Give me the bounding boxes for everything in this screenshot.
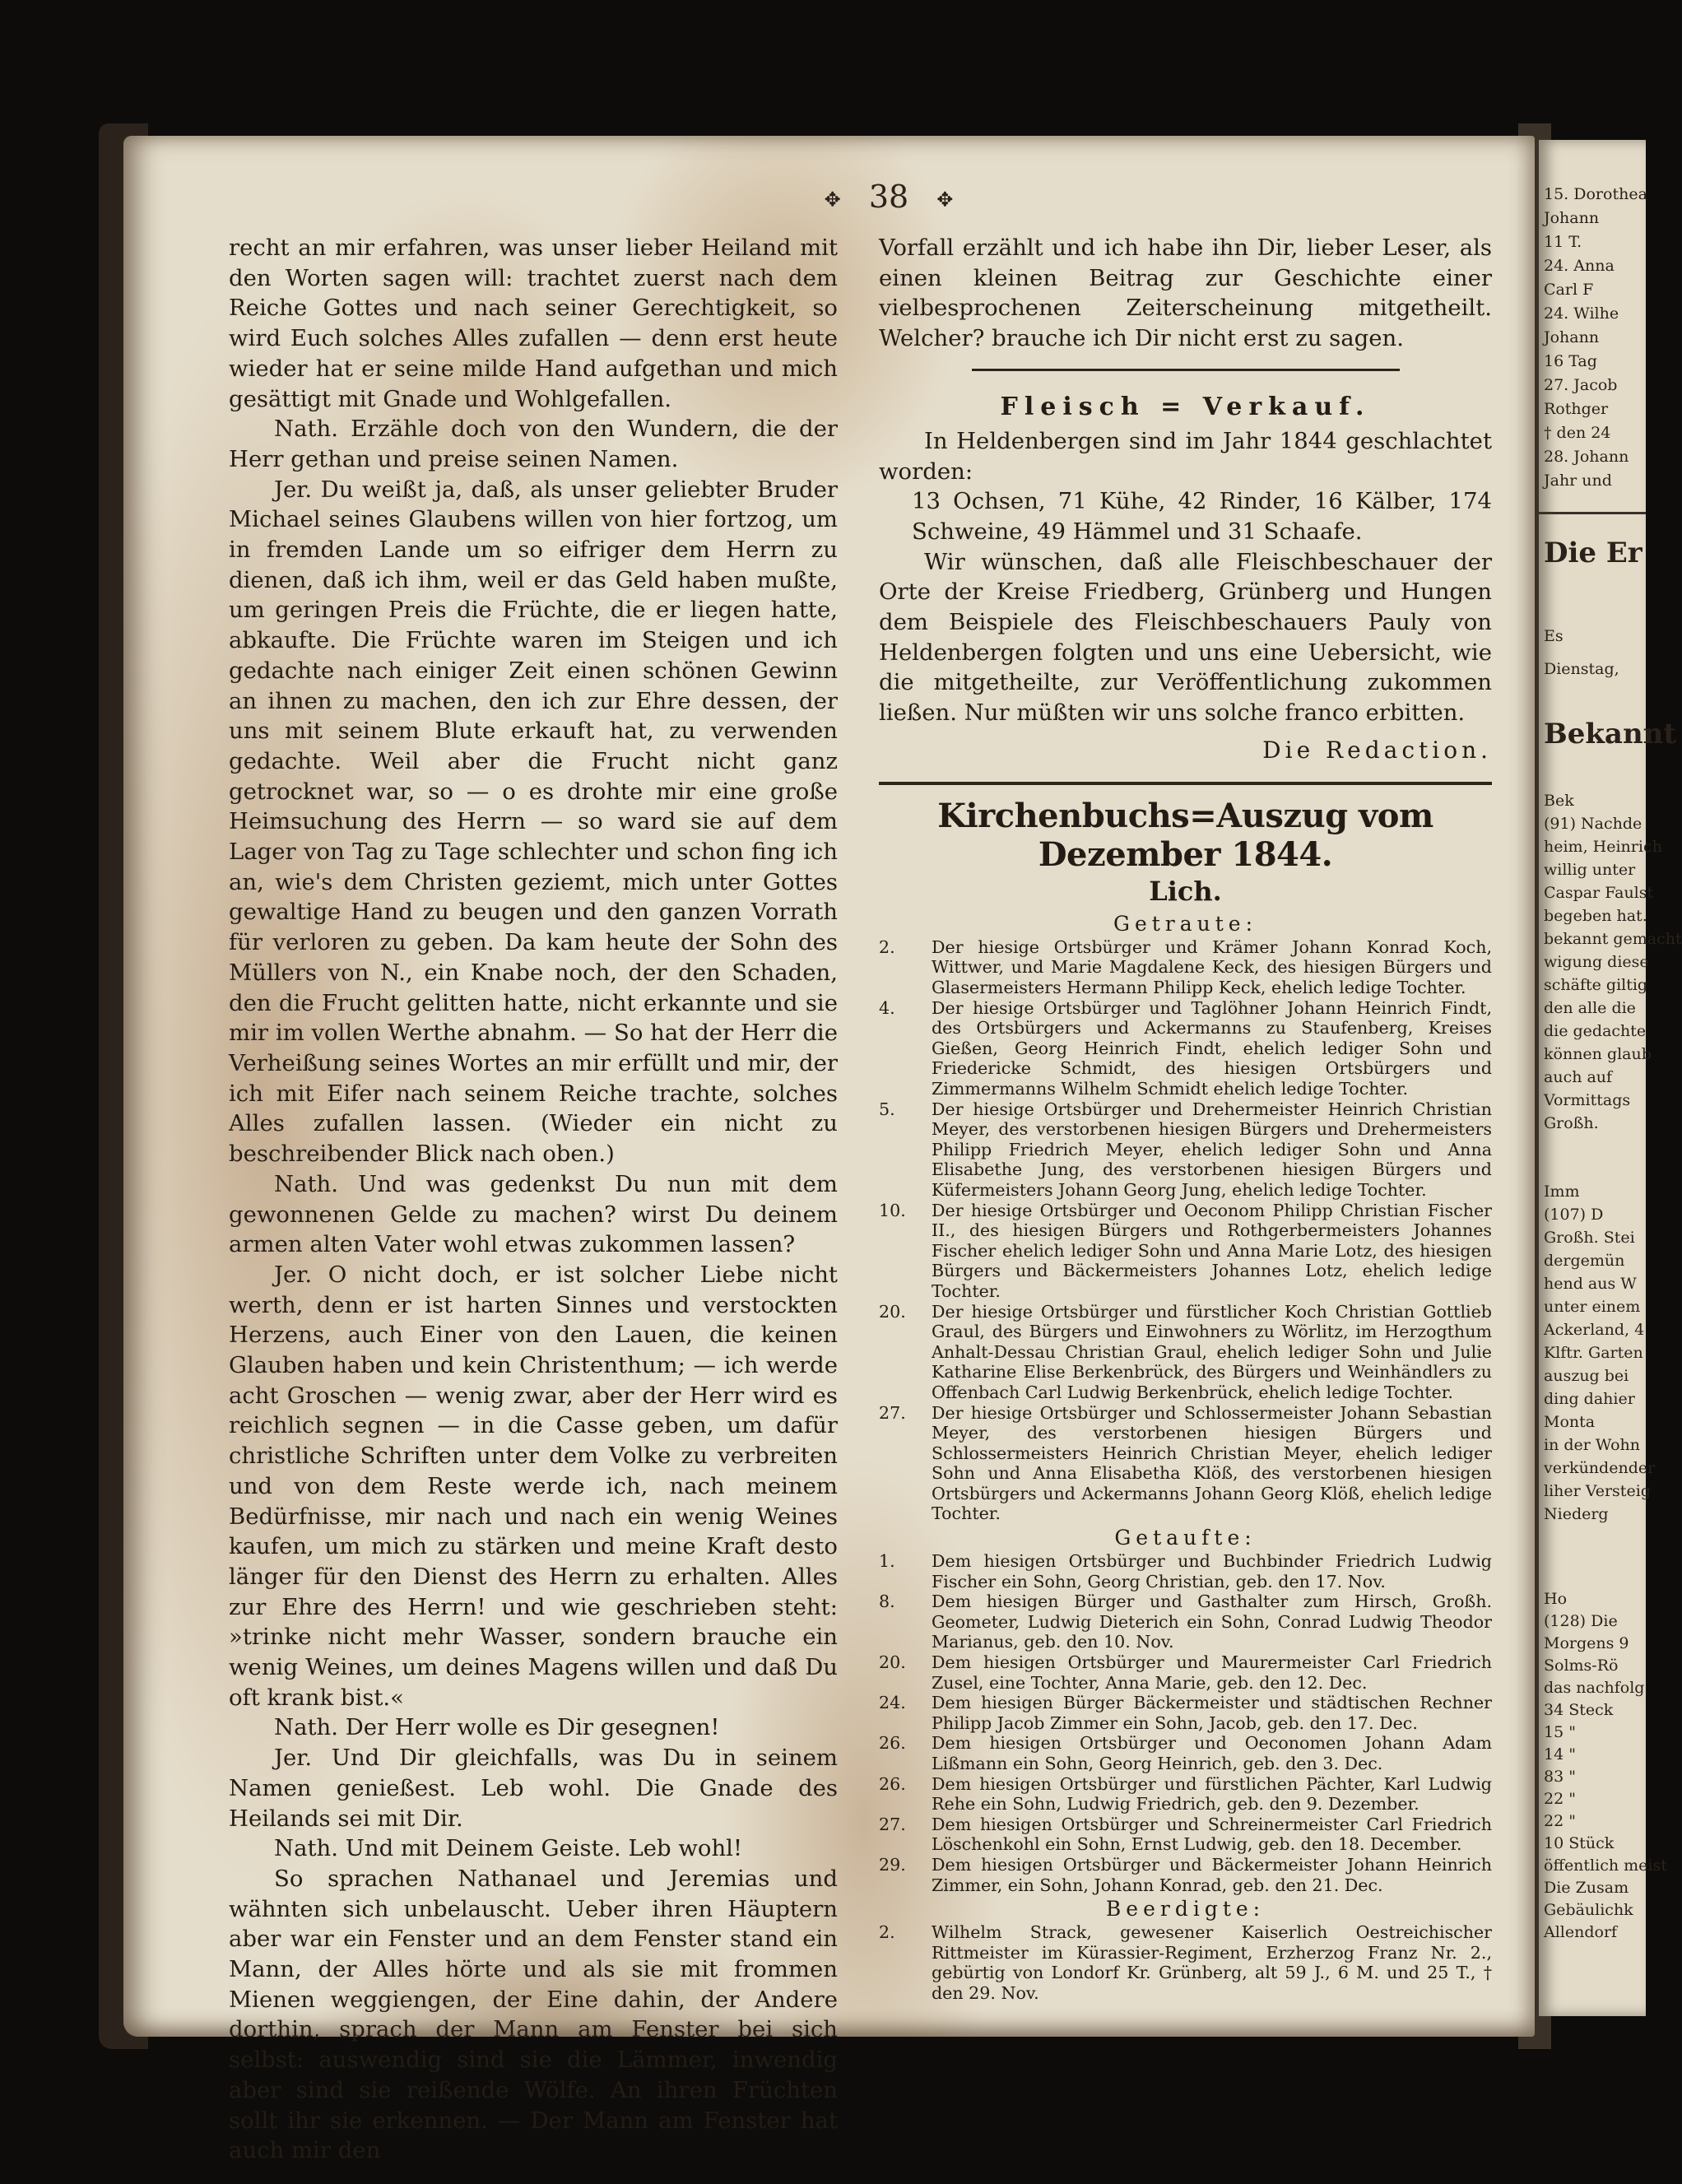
fleisch-list: 13 Ochsen, 71 Kühe, 42 Rinder, 16 Kälber, 174 Schweine, 49 Hämmel und 31 Schaafe. — [912, 488, 1492, 545]
folio-ornament-right: ✥ — [936, 188, 954, 211]
getraute-list — [879, 937, 1492, 1524]
left-paragraph: Nath. Und was gedenkst Du nun mit dem gewonnenen Gelde zu machen? wirst Du deinem armen alten Vater wohl etwas zukommen lassen? — [229, 1170, 838, 1258]
facing-page-line: wigung diese — [1544, 953, 1649, 971]
fleisch-body: Wir wünschen, daß alle Fleischbeschauer der Orte der Kreise Friedberg, Grünberg und Hungen dem Beispiele des Fleischbeschauers Pauly von Heldenbergen folgten und uns eine Uebersicht, wie die mitgetheilte, zur Veröffentlichung zukommen ließen. Nur müßten wir uns solche franco erbitten. — [879, 548, 1492, 727]
register-entry — [879, 998, 1492, 1099]
facing-page-line: ding dahier — [1544, 1390, 1635, 1408]
register-entry-text: Der hiesige Ortsbürger und Oeconom Philipp Christian Fischer II., des hiesigen Bürgers und Rothgerbermeisters Johannes Fischer ehelich lediger Sohn und Anna Marie Lotz, des hiesigen Bürgers und Bäckermeisters Johannes Lotz, ehelich ledige Tochter. — [932, 1200, 1492, 1301]
facing-page-line: Großh. Stei — [1544, 1229, 1635, 1247]
register-entry — [879, 1592, 1492, 1652]
register-entry-number: 24. — [879, 1693, 906, 1713]
register-entry-number: 1. — [879, 1551, 895, 1572]
fleisch-section — [879, 393, 1492, 764]
left-paragraph: Jer. Du weißt ja, daß, als unser geliebter Bruder Michael seines Glaubens willen von hier fortzog, um in fremden Lande um so eifriger dem Herrn zu dienen, daß ich ihm, weil er das Geld haben mußte, um geringen Preis die Früchte, die er liegen hatte, abkaufte. Die Früchte waren im Steigen und ich gedachte nach einiger Zeit einen schönen Gewinn an ihnen zu machen, den ich zur Ehre dessen, der uns mit seinem Blute erkauft hat, zu verwenden gedachte. Weil aber die Frucht nicht ganz getrocknet war, so — o es drohte mir eine große Heimsuchung des Herrn — so ward sie auf dem Lager von Tag zu Tage schlechter und schon fing ich an, wie's dem Christen geziemt, mich unter Gottes gewaltige Hand zu beugen und den ganzen Vorrath für verloren zu geben. Da kam heute der Sohn des Müllers von N., ein Knabe noch, der den Schaden, den die Frucht gelitten hatte, nicht erkannte und sie mir im vollen Werthe abnahm. — So hat der Herr die Verheißung seines Wortes an mir erfüllt und mir, der ich mit Eifer nach seinem Reiche trachte, solches Alles zufallen lassen. (Wieder ein nicht zu beschreibender Blick nach oben.) — [229, 476, 838, 1168]
kirchenbuch-section — [879, 797, 1492, 2004]
facing-page-line: Jahr und — [1544, 472, 1612, 490]
facing-page-line: Bekannt — [1544, 718, 1677, 750]
facing-page-line: Es — [1544, 627, 1564, 645]
facing-page-line: Die Er — [1544, 537, 1643, 569]
facing-page-line: auch auf — [1544, 1068, 1613, 1086]
facing-page-line: die gedachte — [1544, 1022, 1647, 1040]
register-entry-text: Dem hiesigen Ortsbürger und Schreinermeister Carl Friedrich Löschenkohl ein Sohn, Ernst Ludwig, geb. den 18. December. — [932, 1814, 1492, 1855]
facing-page-line: auszug bei — [1544, 1367, 1629, 1385]
facing-page-rule — [1539, 512, 1646, 514]
facing-page-line: Solms-Rö — [1544, 1657, 1619, 1675]
register-entry-text: Der hiesige Ortsbürger und Krämer Johann Konrad Koch, Wittwer, und Marie Magdalene Keck, des hiesigen Bürgers und Glasermeisters Hermann Philipp Keck, ehelich ledige Tochter. — [932, 936, 1492, 998]
beerdigte-list — [879, 1922, 1492, 2003]
register-entry — [879, 1302, 1492, 1403]
facing-page-edge — [1539, 140, 1682, 2016]
facing-page-line: verkündender — [1544, 1459, 1656, 1477]
facing-page-line: liher Versteig — [1544, 1482, 1651, 1500]
register-entry-text: Dem hiesigen Ortsbürger und Oeconomen Johann Adam Lißmann ein Sohn, Georg Heinrich, geb. den 3. Dec. — [932, 1733, 1492, 1773]
register-entry-number: 26. — [879, 1733, 906, 1754]
facing-page-line: Johann — [1544, 209, 1600, 227]
register-entry-text: Dem hiesigen Ortsbürger und Buchbinder Friedrich Ludwig Fischer ein Sohn, Georg Christian, geb. den 17. Nov. — [932, 1551, 1492, 1592]
register-entry-number: 10. — [879, 1200, 906, 1220]
facing-page-line: Ackerland, 4 — [1544, 1321, 1645, 1339]
facing-page-line: † den 24 — [1544, 424, 1611, 442]
facing-page-line: heim, Heinrich — [1544, 838, 1662, 856]
facing-page-line: Niederg — [1544, 1505, 1609, 1523]
facing-page-line: 22 " — [1544, 1790, 1576, 1808]
register-entry-number: 4. — [879, 997, 895, 1018]
register-entry-text: Dem hiesigen Bürger und Gasthalter zum Hirsch, Großh. Geometer, Ludwig Dieterich ein Sohn, Conrad Ludwig Theodor Marianus, geb. den 10. Nov. — [932, 1592, 1492, 1652]
register-entry — [879, 1815, 1492, 1855]
left-paragraph: Nath. Erzähle doch von den Wundern, die der Herr gethan und preise seinen Namen. — [229, 416, 838, 472]
right-column — [879, 233, 1492, 2004]
register-entry-number: 27. — [879, 1814, 906, 1834]
folio-ornament-left: ✥ — [824, 188, 841, 211]
story-continuation: Vorfall erzählt und ich habe ihn Dir, lieber Leser, als einen kleinen Beitrag zur Geschichte einer vielbesprochenen Zeiterscheinung mitgetheilt. Welcher? brauche ich Dir nicht erst zu sagen. — [879, 235, 1492, 352]
facing-page-line: Gebäulichk — [1544, 1901, 1633, 1919]
kirchenbuch-place: Lich. — [1149, 875, 1222, 907]
section-divider — [879, 782, 1492, 785]
facing-page-line: 22 " — [1544, 1812, 1576, 1830]
left-column — [229, 233, 838, 2166]
page-number — [765, 179, 1012, 215]
facing-page-line: Klftr. Garten — [1544, 1344, 1643, 1362]
page-number-value: 38 — [868, 179, 909, 215]
facing-page-line: Carl F — [1544, 281, 1594, 299]
facing-page-line: 83 " — [1544, 1768, 1576, 1786]
fleisch-intro: In Heldenbergen sind im Jahr 1844 geschlachtet worden: — [879, 427, 1492, 485]
facing-page-line: Ho — [1544, 1590, 1568, 1608]
facing-page-line: 16 Tag — [1544, 352, 1597, 370]
register-entry — [879, 1201, 1492, 1302]
facing-page-line: unter einem — [1544, 1298, 1641, 1316]
getraute-heading: Getraute: — [1113, 911, 1258, 936]
facing-page-line: Dienstag, — [1544, 660, 1619, 678]
register-entry-number: 20. — [879, 1652, 906, 1673]
register-entry — [879, 1855, 1492, 1895]
fleisch-heading: Fleisch = Verkauf. — [1000, 392, 1371, 421]
getaufte-heading: Getaufte: — [1114, 1526, 1257, 1550]
left-paragraph: Nath. Der Herr wolle es Dir gesegnen! — [274, 1714, 720, 1741]
facing-page-line: dergemün — [1544, 1252, 1625, 1270]
facing-page-line: (91) Nachde — [1544, 815, 1643, 833]
facing-page-line: 27. Jacob — [1544, 376, 1618, 394]
register-entry — [879, 1922, 1492, 2003]
facing-page-line: bekannt gemacht — [1544, 930, 1682, 948]
register-entry — [879, 937, 1492, 998]
facing-page-line: Allendorf — [1544, 1923, 1618, 1941]
facing-page-line: Morgens 9 — [1544, 1634, 1629, 1652]
register-entry-text: Der hiesige Ortsbürger und Schlossermeister Johann Sebastian Meyer, des verstorbenen hiesigen Bürgers und Schlossermeisters Heinrich Christian Meyer, ehelich lediger Sohn und Anna Elisabetha Klöß, des verstorbenen hiesigen Ortsbürgers und Ackermanns Johann Georg Klöß, ehelich ledige Tochter. — [932, 1402, 1492, 1524]
left-paragraph: recht an mir erfahren, was unser lieber Heiland mit den Worten sagen will: trachtet zuerst nach dem Reiche Gottes und nach seiner Gerechtigkeit, so wird Euch solches Alles zufallen — denn erst heute wieder hat er seine milde Hand aufgethan und mich gesättigt mit Gnade und Wohlgefallen. — [229, 235, 838, 412]
register-entry-text: Dem hiesigen Bürger Bäckermeister und städtischen Rechner Philipp Jacob Zimmer ein Sohn, Jacob, geb. den 17. Dec. — [932, 1693, 1492, 1733]
facing-page-line: 28. Johann — [1544, 448, 1629, 466]
register-entry-number: 20. — [879, 1301, 906, 1322]
register-entry-number: 26. — [879, 1773, 906, 1794]
left-paragraph: Nath. Und mit Deinem Geiste. Leb wohl! — [274, 1835, 743, 1862]
register-entry-number: 27. — [879, 1402, 906, 1423]
facing-page-line: 14 " — [1544, 1745, 1576, 1763]
register-entry-text: Dem hiesigen Ortsbürger und Bäckermeister Johann Heinrich Zimmer, ein Sohn, Johann Konrad, geb. den 21. Dec. — [932, 1854, 1492, 1895]
register-entry-number: 2. — [879, 936, 895, 957]
facing-page-line: 34 Steck — [1544, 1701, 1614, 1719]
register-entry — [879, 1774, 1492, 1815]
facing-page-line: 15. Dorothea — [1544, 185, 1647, 203]
facing-page-line: Caspar Faulst — [1544, 884, 1654, 902]
fleisch-signature: Die Redaction. — [1262, 736, 1492, 764]
facing-page-line: öffentlich meist — [1544, 1856, 1667, 1875]
register-entry-number: 8. — [879, 1592, 895, 1612]
register-entry — [879, 1551, 1492, 1592]
register-entry-text: Dem hiesigen Ortsbürger und fürstlichen Pächter, Karl Ludwig Rehe ein Sohn, Ludwig Friedrich, geb. den 9. Dezember. — [932, 1773, 1492, 1815]
facing-page-line: begeben hat. — [1544, 907, 1647, 925]
beerdigte-heading: Beerdigte: — [1105, 1897, 1266, 1921]
facing-page-line: schäfte giltig — [1544, 976, 1648, 994]
facing-page-line: Großh. — [1544, 1114, 1599, 1132]
register-entry — [879, 1099, 1492, 1201]
facing-page-line: Johann — [1544, 328, 1600, 346]
facing-page-line: 24. Anna — [1544, 257, 1615, 275]
register-entry-text: Der hiesige Ortsbürger und Taglöhner Johann Heinrich Findt, des Ortsbürgers und Ackermanns zu Staufenberg, Kreises Gießen, Georg Heinrich Findt, ehelich lediger Sohn und Friedericke Schmidt, des hiesigen Ortsbürgers und Zimmermanns Wilhelm Schmidt ehelich ledige Tochter. — [932, 997, 1492, 1099]
facing-page-line: 10 Stück — [1544, 1834, 1615, 1852]
register-entry — [879, 1652, 1492, 1693]
register-entry-text: Der hiesige Ortsbürger und Drehermeister Heinrich Christian Meyer, des verstorbenen hiesigen Bürgers und Drehermeisters Philipp Friedrich Meyer, ehelich lediger Sohn und Anna Elisabethe Jung, des verstorbenen hiesigen Bürgers und Küfermeisters Johann Georg Jung, ehelich ledige Tochter. — [932, 1099, 1492, 1200]
facing-page-line: Monta — [1544, 1413, 1596, 1431]
facing-page-line: Imm — [1544, 1183, 1580, 1201]
facing-page-line: 15 " — [1544, 1723, 1576, 1741]
book-page — [123, 136, 1535, 2164]
facing-page-line: Die Zusam — [1544, 1879, 1629, 1897]
register-entry-text: Der hiesige Ortsbürger und fürstlicher Koch Christian Gottlieb Graul, des Bürgers und Einwohners zu Wörlitz, im Herzogthum Anhalt-Dessau Christian Graul, ehelich lediger Sohn und Julie Katharine Elise Berkenbrück, des Bürgers und Weinhändlers zu Offenbach Carl Ludwig Berkenbrück, ehelich ledige Tochter. — [932, 1301, 1492, 1402]
getaufte-list — [879, 1551, 1492, 1895]
register-entry-number: 2. — [879, 1922, 895, 1943]
facing-page-line: Vormittags — [1544, 1091, 1631, 1109]
facing-page-line: 11 T. — [1544, 233, 1582, 251]
facing-page-line: in der Wohn — [1544, 1436, 1641, 1454]
register-entry-number: 29. — [879, 1854, 906, 1875]
register-entry — [879, 1733, 1492, 1773]
left-paragraph: Jer. O nicht doch, er ist solcher Liebe nicht werth, denn er ist harten Sinnes und verstockten Herzens, auch Einer von den Lauen, die keinen Glauben haben und kein Christenthum; — ich werde acht Groschen — wenig zwar, aber der Herr wird es reichlich segnen — in die Casse geben, um dafür christliche Schriften unter dem Volke zu verbreiten und von dem Reste werde ich, nach meinem Bedürfnisse, mir nach und nach ein wenig Weines kaufen, um mich zu stärken und meine Kraft desto länger für den Dienst des Herrn zu erhalten. Alles zur Ehre des Herrn! und wie geschrieben steht: »trinke nicht mehr Wasser, sondern brauche ein wenig Weines, um deines Magens willen und daß Du oft krank bist.« — [229, 1261, 838, 1711]
facing-page-line: Bek — [1544, 792, 1574, 810]
facing-page-line: hend aus W — [1544, 1275, 1637, 1293]
register-entry — [879, 1693, 1492, 1733]
facing-page-line: den alle die — [1544, 999, 1636, 1017]
register-entry-text: Wilhelm Strack, gewesener Kaiserlich Oestreichischer Rittmeister im Kürassier-Regiment, Erzherzog Franz Nr. 2., gebürtig von Londorf Kr. Grünberg, alt 59 J., 6 M. und 25 T., † den 29. Nov. — [932, 1922, 1492, 2003]
facing-page-line: 24. Wilhe — [1544, 304, 1619, 323]
facing-page-line: können glaub — [1544, 1045, 1652, 1063]
facing-page-line: (107) D — [1544, 1206, 1604, 1224]
facing-page-line: (128) Die — [1544, 1612, 1618, 1630]
register-entry-number: 5. — [879, 1099, 895, 1119]
left-paragraph: So sprachen Nathanael und Jeremias und wähnten sich unbelauscht. Ueber ihren Häuptern aber war ein Fenster und an dem Fenster stand ein Mann, der Alles hörte und als sie mit frommen Mienen weggiengen, der Eine dahin, der Andere dorthin, sprach der Mann am Fenster bei sich selbst: auswendig sind sie die Lämmer, inwendig aber sind sie reißende Wölfe. An ihren Früchten sollt ihr sie erkennen. — Der Mann am Fenster hat auch mir den — [229, 1865, 838, 2164]
kirchenbuch-title: Kirchenbuchs=Auszug vom Dezember 1844. — [937, 796, 1433, 874]
left-paragraph: Jer. Und Dir gleichfalls, was Du in seinem Namen genießest. Leb wohl. Die Gnade des Heilands sei mit Dir. — [229, 1745, 838, 1832]
facing-page-line: willig unter — [1544, 861, 1636, 879]
register-entry — [879, 1403, 1492, 1525]
register-entry-text: Dem hiesigen Ortsbürger und Maurermeister Carl Friedrich Zusel, eine Tochter, Anna Marie, geb. den 12. Dec. — [932, 1652, 1492, 1693]
section-divider — [972, 369, 1400, 371]
facing-page-line: das nachfolg — [1544, 1679, 1645, 1697]
facing-page-line: Rothger — [1544, 400, 1609, 418]
